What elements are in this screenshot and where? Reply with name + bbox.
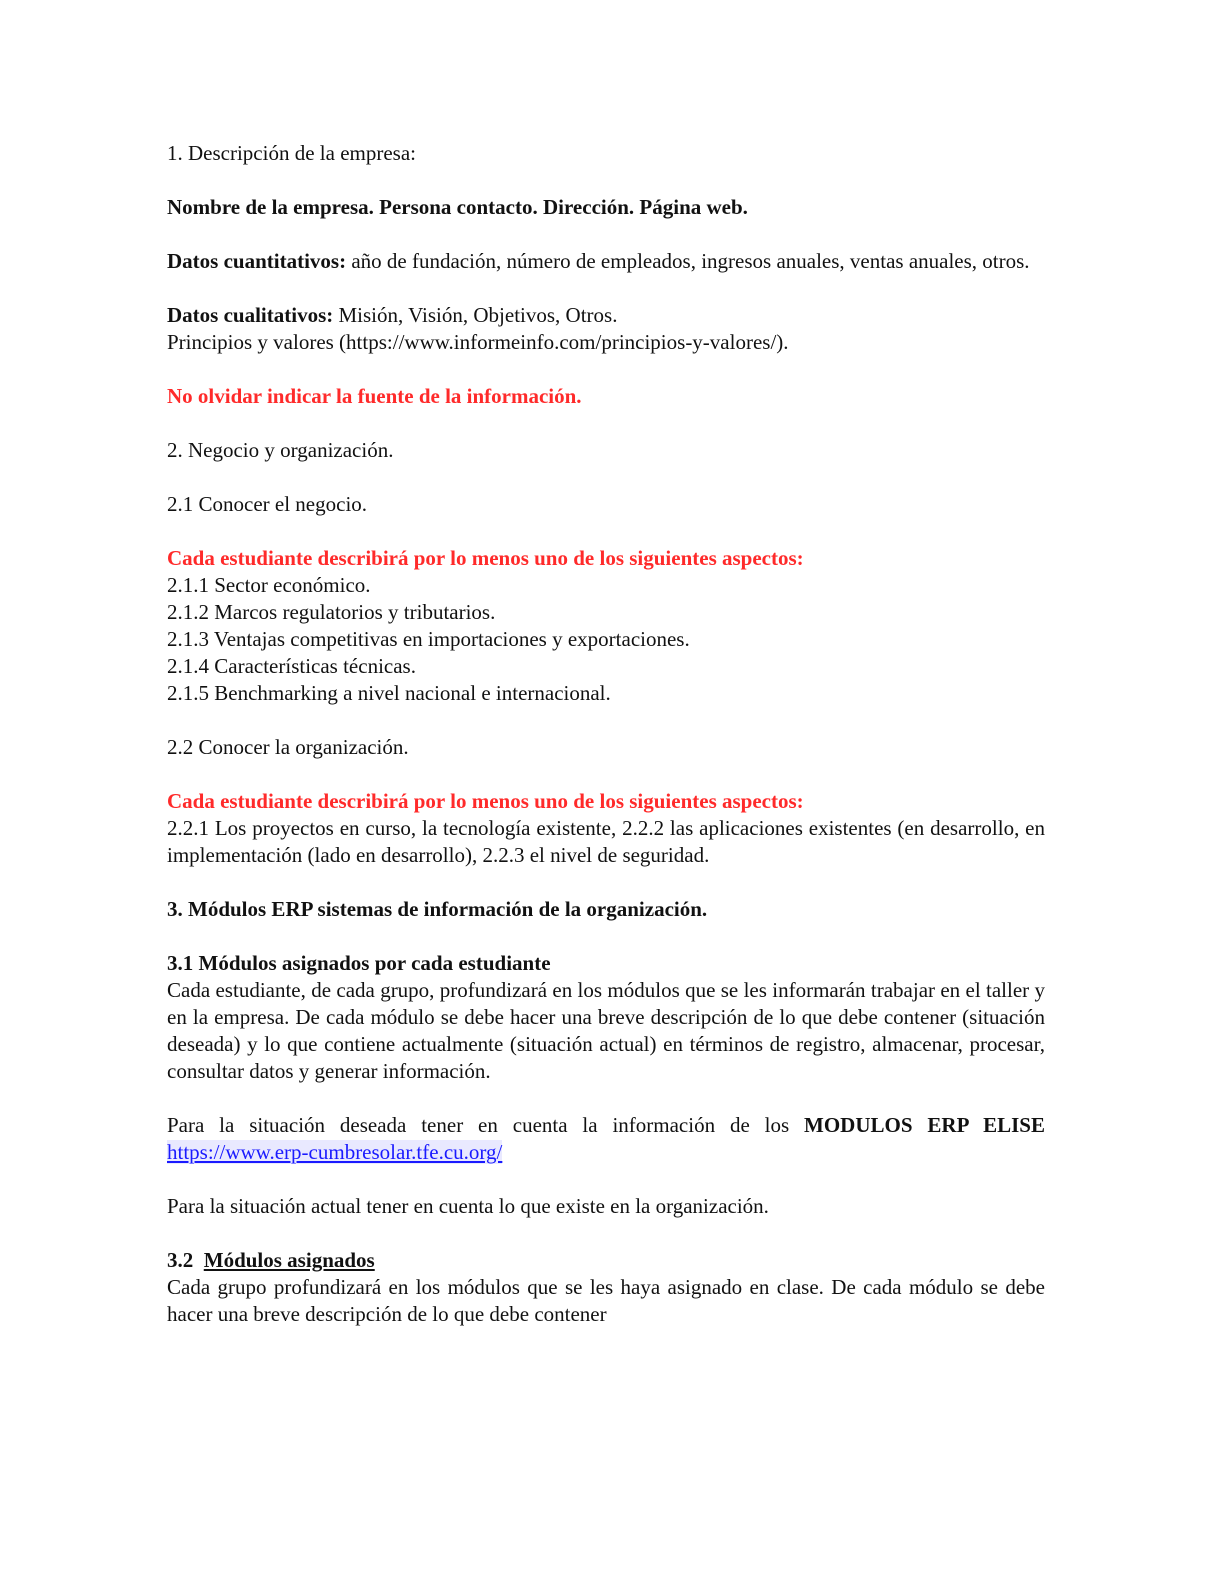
source-reminder: No olvidar indicar la fuente de la información.: [167, 384, 582, 408]
quantitative-label: Datos cuantitativos:: [167, 249, 347, 273]
desired-situation-paragraph: [167, 1112, 1045, 1166]
qualitative-text: Misión, Visión, Objetivos, Otros.: [333, 303, 618, 327]
current-situation-paragraph: Para la situación actual tener en cuenta lo que existe en la organización.: [167, 1194, 769, 1218]
subsection-3-2-title: Módulos asignados: [203, 1248, 375, 1272]
subsection-3-1-heading: 3.1 Módulos asignados por cada estudiante: [167, 951, 551, 975]
quantitative-text: año de fundación, número de empleados, ingresos anuales, ventas anuales, otros.: [346, 249, 1030, 273]
section-2-heading: 2. Negocio y organización.: [167, 438, 394, 462]
section-3-heading: 3. Módulos ERP sistemas de información de la organización.: [167, 897, 708, 921]
quantitative-data-paragraph: [167, 248, 1045, 275]
subsection-3-2-heading: [167, 1247, 1045, 1274]
subsection-3-2-number: 3.2: [167, 1248, 194, 1272]
principles-line: Principios y valores (https://www.informeinfo.com/principios-y-valores/).: [167, 330, 789, 354]
erp-link[interactable]: https://www.erp-cumbresolar.tfe.cu.org/: [167, 1140, 503, 1164]
modules-paragraph: Cada estudiante, de cada grupo, profundizará en los módulos que se les informarán trabajar en el taller y en la empresa. De cada módulo se debe hacer una breve descripción de lo que debe contener (situación deseada) y lo que contiene actualmente (situación actual) en términos de registro, almacenar, procesar, consultar datos y generar información.: [167, 978, 1045, 1083]
subsection-2-2-heading: 2.2 Conocer la organización.: [167, 735, 409, 759]
list-item: 2.1.5 Benchmarking a nivel nacional e internacional.: [167, 681, 611, 705]
erp-modules-label: MODULOS ERP ELISE: [804, 1113, 1045, 1137]
instruction-2-1: Cada estudiante describirá por lo menos uno de los siguientes aspectos:: [167, 546, 804, 570]
qualitative-label: Datos cualitativos:: [167, 303, 334, 327]
list-item: 2.1.3 Ventajas competitivas en importaciones y exportaciones.: [167, 627, 690, 651]
list-item: 2.1.4 Características técnicas.: [167, 654, 416, 678]
list-item: 2.1.1 Sector económico.: [167, 573, 371, 597]
document-body: [167, 140, 1045, 1328]
qualitative-data-paragraph: [167, 302, 1045, 329]
section-1-heading: 1. Descripción de la empresa:: [167, 141, 416, 165]
subsection-2-1-heading: 2.1 Conocer el negocio.: [167, 492, 368, 516]
company-contact-line: Nombre de la empresa. Persona contacto. Dirección. Página web.: [167, 195, 748, 219]
list-item: 2.1.2 Marcos regulatorios y tributarios.: [167, 600, 496, 624]
desired-situation-text: Para la situación deseada tener en cuenta la información de los: [167, 1113, 805, 1137]
organization-paragraph: 2.2.1 Los proyectos en curso, la tecnología existente, 2.2.2 las aplicaciones existentes (en desarrollo, en implementación (lado en desarrollo), 2.2.3 el nivel de seguridad.: [167, 816, 1045, 867]
instruction-2-2: Cada estudiante describirá por lo menos uno de los siguientes aspectos:: [167, 789, 804, 813]
assigned-modules-paragraph: Cada grupo profundizará en los módulos que se les haya asignado en clase. De cada módulo se debe hacer una breve descripción de lo que debe contener: [167, 1275, 1045, 1326]
